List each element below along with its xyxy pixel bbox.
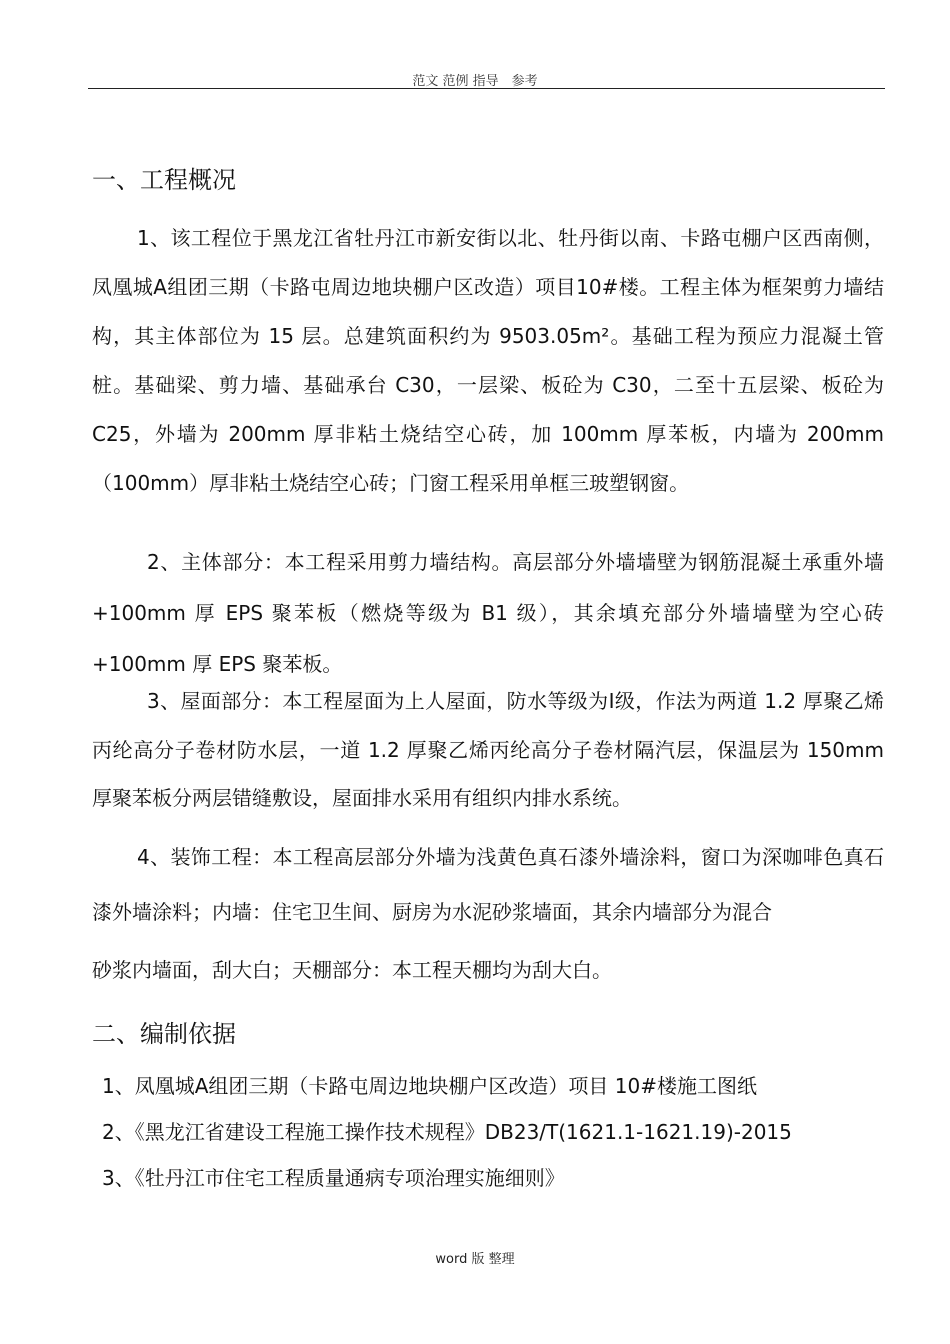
header-divider: [88, 88, 885, 89]
page-footer: word 版 整理: [435, 1252, 515, 1267]
overview-paragraph-2: 2、主体部分：本工程采用剪力墙结构。高层部分外墙墙壁为钢筋混凝土承重外墙+100mm 厚 EPS 聚苯板（燃烧等级为 B1 级），其余填充部分外墙墙壁为空心砖+100mm 厚 EPS 聚苯板。: [92, 550, 884, 676]
section-title-basis: 二、编制依据: [92, 1020, 236, 1048]
basis-item-2: 2、《黑龙江省建设工程施工操作技术规程》DB23/T(1621.1-1621.19)-2015: [102, 1120, 792, 1144]
basis-item-3: 3、《牡丹江市住宅工程质量通病专项治理实施细则》: [102, 1166, 565, 1190]
page-header: 范文 范例 指导 参考: [412, 74, 538, 89]
basis-item-1: 1、凤凰城A组团三期（卡路屯周边地块棚户区改造）项目 10#楼施工图纸: [102, 1074, 757, 1098]
overview-paragraph-4-continued: 砂浆内墙面，刮大白；天棚部分：本工程天棚均为刮大白。: [92, 958, 612, 982]
section-title-overview: 一、工程概况: [92, 166, 236, 194]
overview-paragraph-3: 3、屋面部分：本工程屋面为上人屋面，防水等级为Ⅰ级，作法为两道 1.2 厚聚乙烯丙纶高分子卷材防水层，一道 1.2 厚聚乙烯丙纶高分子卷材隔汽层，保温层为 150mm 厚聚苯板分两层错缝敷设，屋面排水采用有组织内排水系统。: [92, 689, 884, 810]
overview-paragraph-1: 1、该工程位于黑龙江省牡丹江市新安街以北、牡丹街以南、卡路屯棚户区西南侧，凤凰城A组团三期（卡路屯周边地块棚户区改造）项目10#楼。工程主体为框架剪力墙结构，其主体部位为 15 层。总建筑面积约为 9503.05m²。基础工程为预应力混凝土管桩。基础梁、剪力墙、基础承台 C30，一层梁、板砼为 C30，二至十五层梁、板砼为 C25，外墙为 200mm 厚非粘土烧结空心砖，加 100mm 厚苯板，内墙为 200mm（100mm）厚非粘土烧结空心砖；门窗工程采用单框三玻塑钢窗。: [92, 226, 884, 495]
overview-paragraph-4: 4、装饰工程：本工程高层部分外墙为浅黄色真石漆外墙涂料，窗口为深咖啡色真石漆外墙涂料；内墙：住宅卫生间、厨房为水泥砂浆墙面，其余内墙部分为混合: [92, 845, 884, 924]
